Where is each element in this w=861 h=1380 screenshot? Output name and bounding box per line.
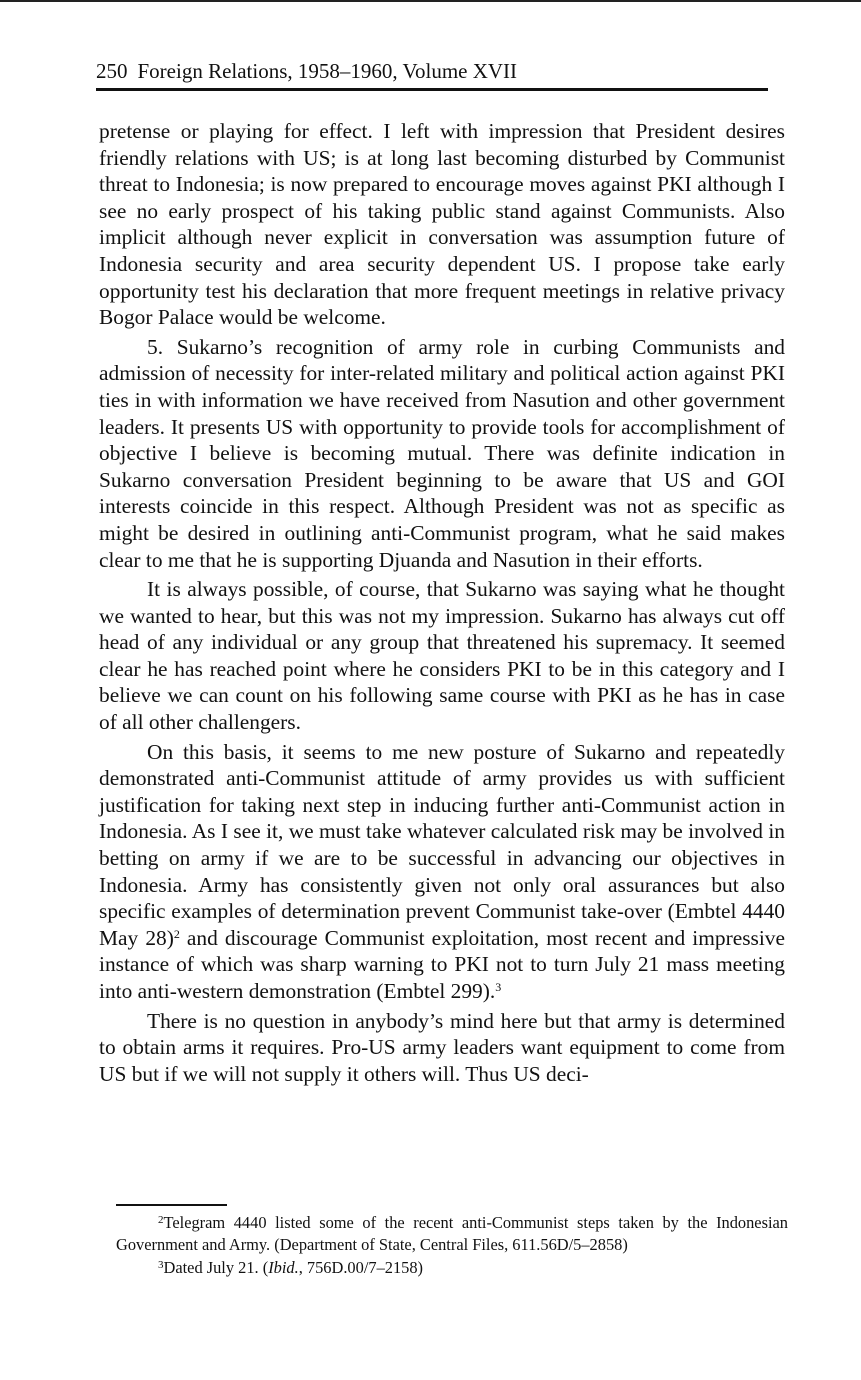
- volume-title: Foreign Relations, 1958–1960, Volume XVII: [137, 59, 518, 83]
- footnote-3-text-pre: Dated July 21. (: [163, 1258, 269, 1277]
- scan-edge-line: [0, 0, 861, 2]
- paragraph-continuation: pretense or playing for effect. I left with impression that President desires friendly relations with US; is at long last becoming disturbed by Communist threat to Indonesia; is now prepared to encourage moves against PKI although I see no early prospect of his taking public stand against Communists. Also implicit although never explicit in conversation was assumption future of Indonesia security and area security dependent US. I propose take early opportunity test his declaration that more frequent meetings in relative privacy Bogor Palace would be welcome.: [99, 119, 785, 330]
- footnote-2-number: 2: [158, 1214, 164, 1226]
- footnote-3-text-post: , 756D.00/7–2158): [298, 1258, 424, 1277]
- running-header: [96, 56, 768, 91]
- paragraph-text-part-1: On this basis, it seems to me new posture of Sukarno and repeatedly demonstrated anti-Communist attitude of army provides us with sufficient justification for taking next step in inducing further anti-Communist action in Indonesia. As I see it, we must take whatever calculated risk may be involved in betting on army if we are to be successful in advancing our objectives in Indonesia. Army has consistently given not only oral assurances but also specific examples of determination prevent Communist take-over (Embtel 4440 May 28): [99, 739, 785, 950]
- footnote-ref-3[interactable]: 3: [495, 980, 502, 994]
- footnote-ref-2[interactable]: 2: [173, 926, 180, 941]
- footnote-2-text: Telegram 4440 listed some of the recent anti-Communist steps taken by the Indonesian Government and Army. (Department of State, Central Files, 611.56D/5–2858): [116, 1213, 788, 1254]
- footnote-rule: [116, 1204, 227, 1206]
- paragraph-army-posture: [99, 739, 785, 1005]
- paragraph-text-part-2: and discourage Communist exploitation, most recent and impressive instance of which was sharp warning to PKI not to turn July 21 mass meeting into anti-western demonstration (Embtel 299).: [99, 925, 785, 1003]
- body-text: [99, 118, 785, 1090]
- footnotes: [116, 1212, 788, 1281]
- paragraph-sukarno-impression: It is always possible, of course, that Sukarno was saying what he thought we wanted to hear, but this was not my impression. Sukarno has always cut off head of any individual or any group that threatened his supremacy. It seemed clear he has reached point where he considers PKI to be in this category and I believe we can count on his following same course with PKI as he has in case of all other challengers.: [99, 577, 785, 735]
- paragraph-arms: There is no question in anybody’s mind here but that army is determined to obtain arms it requires. Pro-US army leaders want equipment to come from US but if we will not supply it others will. Thus US deci-: [99, 1008, 785, 1086]
- footnote-3-ibid: Ibid.: [268, 1258, 299, 1277]
- footnote-2: [116, 1212, 788, 1255]
- paragraph-5: 5. Sukarno’s recognition of army role in curbing Communists and admission of necessity for inter-related military and political action against PKI ties in with information we have received from Nasution and other government leaders. It presents US with opportunity to provide tools for accomplishment of objective I believe is becoming mutual. There was definite indication in Sukarno conversation President beginning to be aware that US and GOI interests coincide in this respect. Although President was not as specific as might be desired in outlining anti-Communist program, what he said makes clear to me that he is supporting Djuanda and Nasution in their efforts.: [99, 334, 785, 572]
- footnote-3: [116, 1257, 788, 1279]
- footnote-3-number: 3: [158, 1259, 164, 1271]
- page-number: 250: [96, 59, 128, 83]
